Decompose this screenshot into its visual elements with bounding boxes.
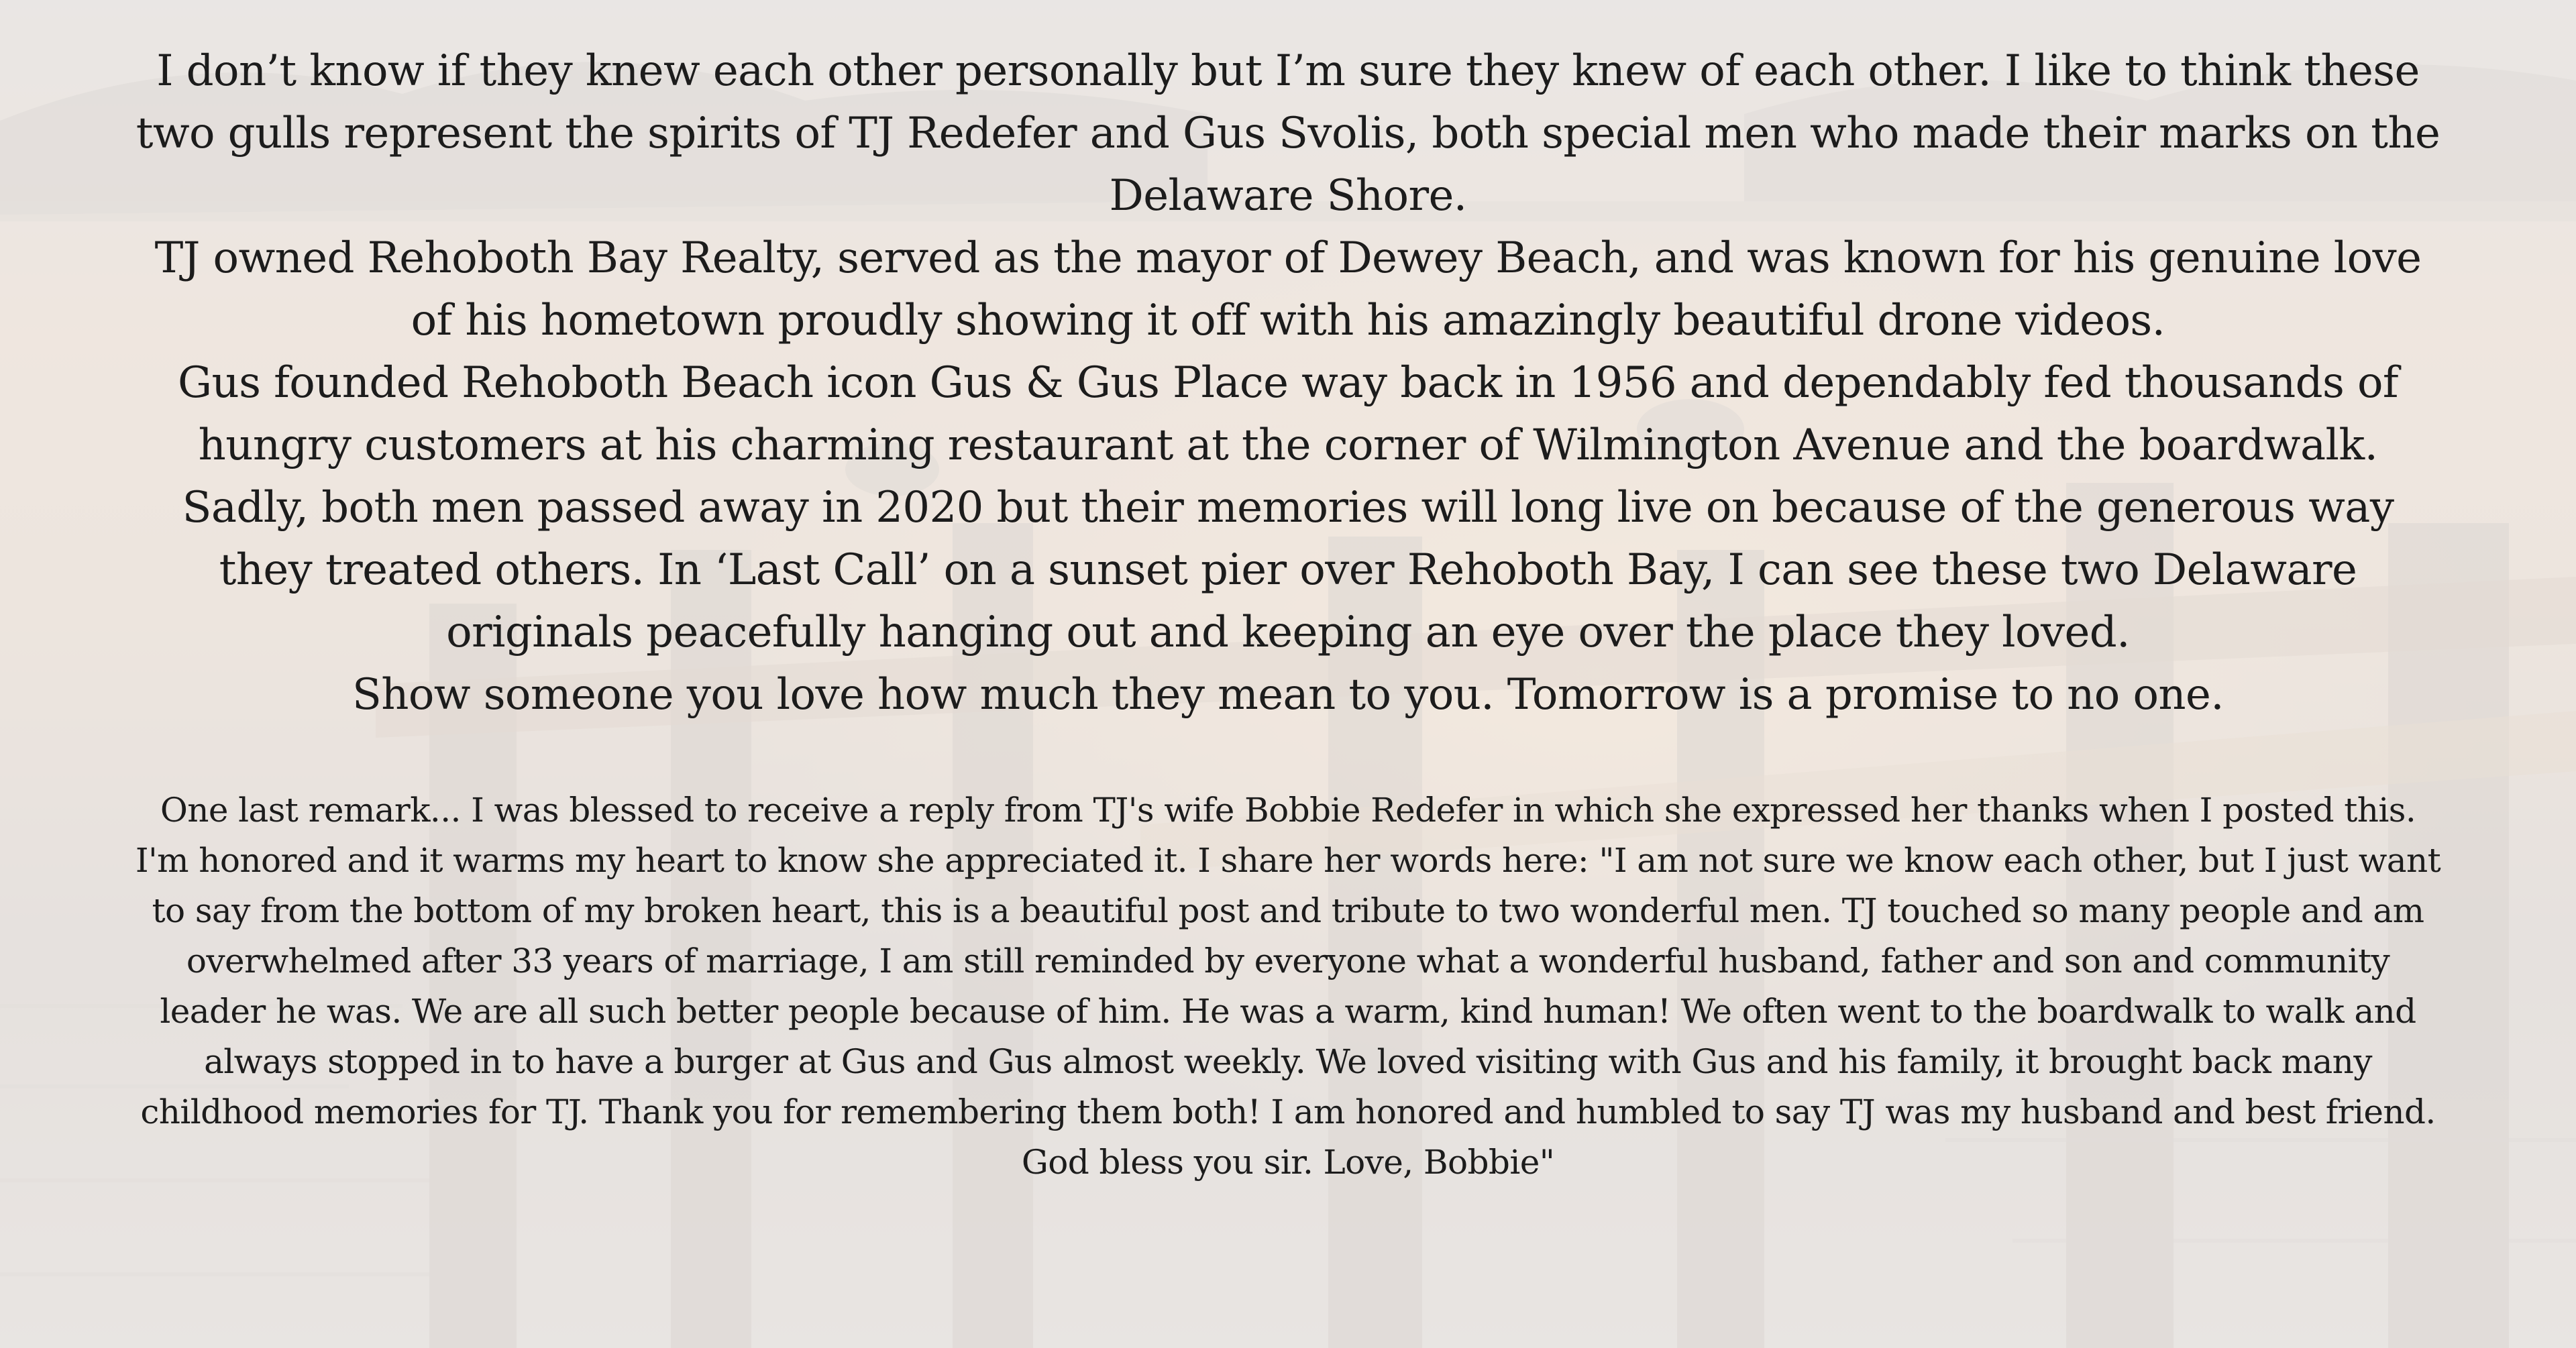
paragraph-closing: Show someone you love how much they mean to you. Tomorrow is a promise to no one. bbox=[352, 670, 2224, 720]
paragraph-gus: Gus founded Rehoboth Beach icon Gus & Gus Place way back in 1956 and dependably fed thousands of hungry customers at his charming restaurant at the corner of Wilmington Avenue and the boardwalk. bbox=[178, 358, 2398, 470]
paragraph-memories: Sadly, both men passed away in 2020 but their memories will long live on because of the generous way they treated others. In ‘Last Call’ on a sunset pier over Rehoboth Bay, I can see these two Delaware originals peacefully hanging out and keeping an eye over the place they loved. bbox=[182, 483, 2394, 657]
tribute-text bbox=[134, 40, 2442, 1188]
remark-paragraph: One last remark... I was blessed to receive a reply from TJ's wife Bobbie Redefer in which she expressed her thanks when I posted this. I'm honored and it warms my heart to know she appreciated it. I share her words here: "I am not sure we know each other, but I just want to say from the bottom of my broken heart, this is a beautiful post and tribute to two wonderful men. TJ touched so many people and am overwhelmed after 33 years of marriage, I am still reminded by everyone what a wonderful husband, father and son and community leader he was. We are all such better people because of him. He was a warm, kind human! We often went to the boardwalk to walk and always stopped in to have a burger at Gus and Gus almost weekly. We loved visiting with Gus and his family, it brought back many childhood memories for TJ. Thank you for remembering them both! I am honored and humbled to say TJ was my husband and best friend. God bless you sir. Love, Bobbie" bbox=[135, 791, 2441, 1182]
paragraph-tj: TJ owned Rehoboth Bay Realty, served as the mayor of Dewey Beach, and was known for his genuine love of his hometown proudly showing it off with his amazingly beautiful drone videos. bbox=[154, 233, 2422, 345]
paragraph-gulls: I don’t know if they knew each other personally but I’m sure they knew of each other. I like to think these two gulls represent the spirits of TJ Redefer and Gus Svolis, both special men who made their marks on the Delaware Shore. bbox=[136, 46, 2440, 221]
